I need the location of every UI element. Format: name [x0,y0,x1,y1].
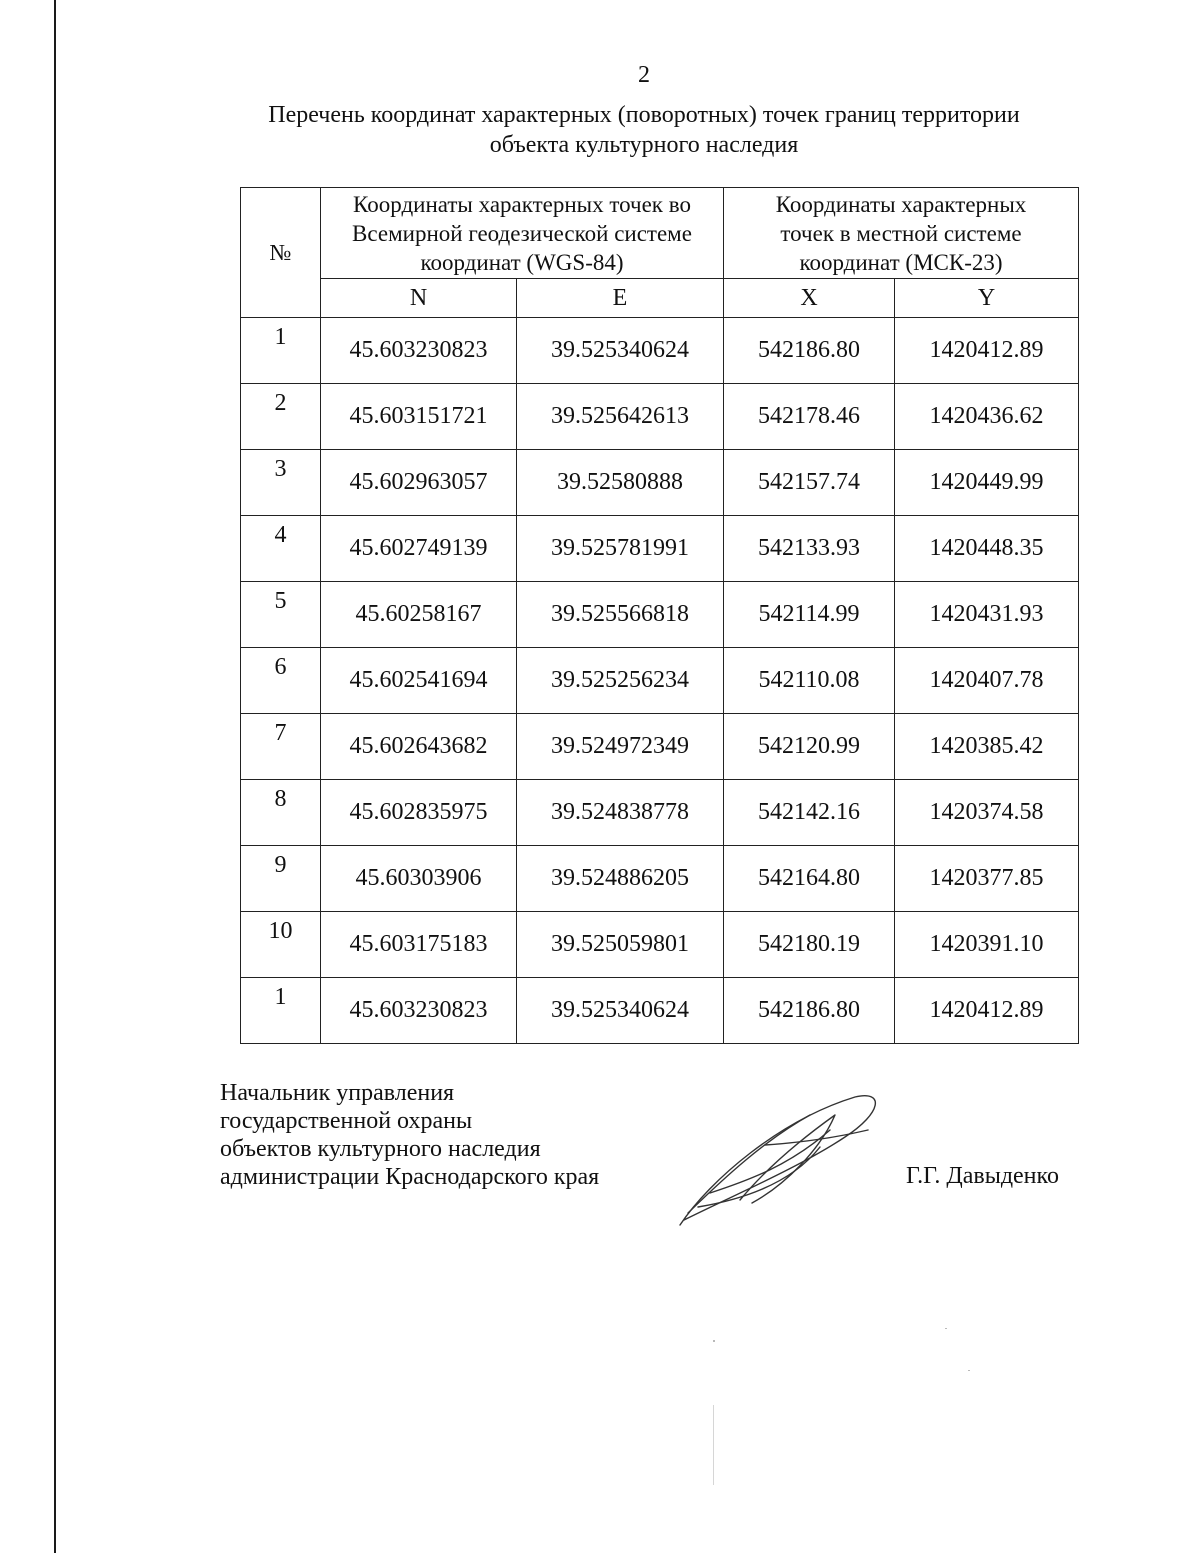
cell-n: 45.60258167 [321,582,517,648]
cell-n: 45.602963057 [321,450,517,516]
signatory-name: Г.Г. Давыденко [906,1163,1059,1189]
table-row [241,978,1079,1044]
cell-x: 542110.08 [724,648,895,714]
header-wgs84 [321,188,724,279]
cell-x: 542157.74 [724,450,895,516]
page-number: 2 [638,62,650,88]
table-row [241,384,1079,450]
header-n: N [321,279,517,318]
cell-number: 5 [241,582,321,648]
header-e: E [517,279,724,318]
cell-number: 4 [241,516,321,582]
table-row [241,318,1079,384]
cell-n: 45.602643682 [321,714,517,780]
cell-e: 39.524886205 [517,846,724,912]
cell-number: 9 [241,846,321,912]
cell-number: 6 [241,648,321,714]
document-title-line-2: объекта культурного наследия [489,132,799,158]
table-row [241,846,1079,912]
cell-n: 45.60303906 [321,846,517,912]
cell-n: 45.602541694 [321,648,517,714]
cell-number: 10 [241,912,321,978]
cell-y: 1420412.89 [895,978,1079,1044]
cell-n: 45.603151721 [321,384,517,450]
cell-number: 7 [241,714,321,780]
scan-speck [713,1340,715,1342]
signatory-position-line-1: Начальник управления [220,1080,455,1106]
cell-e: 39.524972349 [517,714,724,780]
document-title [230,100,1058,160]
cell-x: 542164.80 [724,846,895,912]
cell-e: 39.525642613 [517,384,724,450]
scan-speck [968,1370,970,1371]
coordinates-table [240,187,1079,1044]
header-msk23-line-3: координат (МСК-23) [799,249,1003,275]
handwritten-signature [670,1085,890,1230]
cell-x: 542142.16 [724,780,895,846]
header-wgs84-line-2: Всемирной геодезической системе [352,220,692,246]
scan-speck [945,1328,947,1329]
header-y: Y [895,279,1079,318]
cell-x: 542186.80 [724,978,895,1044]
cell-number: 1 [241,318,321,384]
cell-e: 39.525566818 [517,582,724,648]
cell-number: 3 [241,450,321,516]
header-number: № [241,188,321,318]
document-title-line-1: Перечень координат характерных (поворотных) точек границ территории [268,102,1020,128]
table-row [241,912,1079,978]
cell-e: 39.525340624 [517,978,724,1044]
signatory-position-line-4: администрации Краснодарского края [220,1164,600,1190]
signatory-position-line-3: объектов культурного наследия [220,1136,541,1162]
table-row [241,714,1079,780]
cell-e: 39.525059801 [517,912,724,978]
cell-y: 1420431.93 [895,582,1079,648]
cell-y: 1420377.85 [895,846,1079,912]
cell-x: 542114.99 [724,582,895,648]
cell-x: 542178.46 [724,384,895,450]
table-row [241,582,1079,648]
cell-n: 45.603175183 [321,912,517,978]
table-row [241,648,1079,714]
cell-e: 39.524838778 [517,780,724,846]
cell-number: 2 [241,384,321,450]
cell-y: 1420385.42 [895,714,1079,780]
signature-stroke [698,1147,820,1207]
cell-e: 39.525256234 [517,648,724,714]
signature-stroke [688,1115,810,1213]
header-msk23-line-2: точек в местной системе [780,220,1022,246]
cell-y: 1420407.78 [895,648,1079,714]
table-row [241,516,1079,582]
cell-y: 1420412.89 [895,318,1079,384]
cell-e: 39.52580888 [517,450,724,516]
scan-edge-line [54,0,56,1553]
cell-n: 45.603230823 [321,978,517,1044]
cell-e: 39.525781991 [517,516,724,582]
header-msk23 [724,188,1079,279]
table-row [241,780,1079,846]
scan-speck [713,1405,714,1485]
cell-number: 1 [241,978,321,1044]
cell-n: 45.603230823 [321,318,517,384]
cell-y: 1420449.99 [895,450,1079,516]
header-wgs84-line-3: координат (WGS-84) [420,249,624,275]
cell-x: 542133.93 [724,516,895,582]
signatory-position [220,1079,599,1191]
cell-n: 45.602835975 [321,780,517,846]
cell-x: 542186.80 [724,318,895,384]
cell-x: 542120.99 [724,714,895,780]
cell-y: 1420391.10 [895,912,1079,978]
header-wgs84-line-1: Координаты характерных точек во [353,191,691,217]
cell-n: 45.602749139 [321,516,517,582]
cell-y: 1420374.58 [895,780,1079,846]
cell-y: 1420436.62 [895,384,1079,450]
cell-y: 1420448.35 [895,516,1079,582]
cell-number: 8 [241,780,321,846]
cell-e: 39.525340624 [517,318,724,384]
table-row [241,450,1079,516]
header-x: X [724,279,895,318]
signatory-position-line-2: государственной охраны [220,1108,473,1134]
header-msk23-line-1: Координаты характерных [775,191,1027,217]
cell-x: 542180.19 [724,912,895,978]
